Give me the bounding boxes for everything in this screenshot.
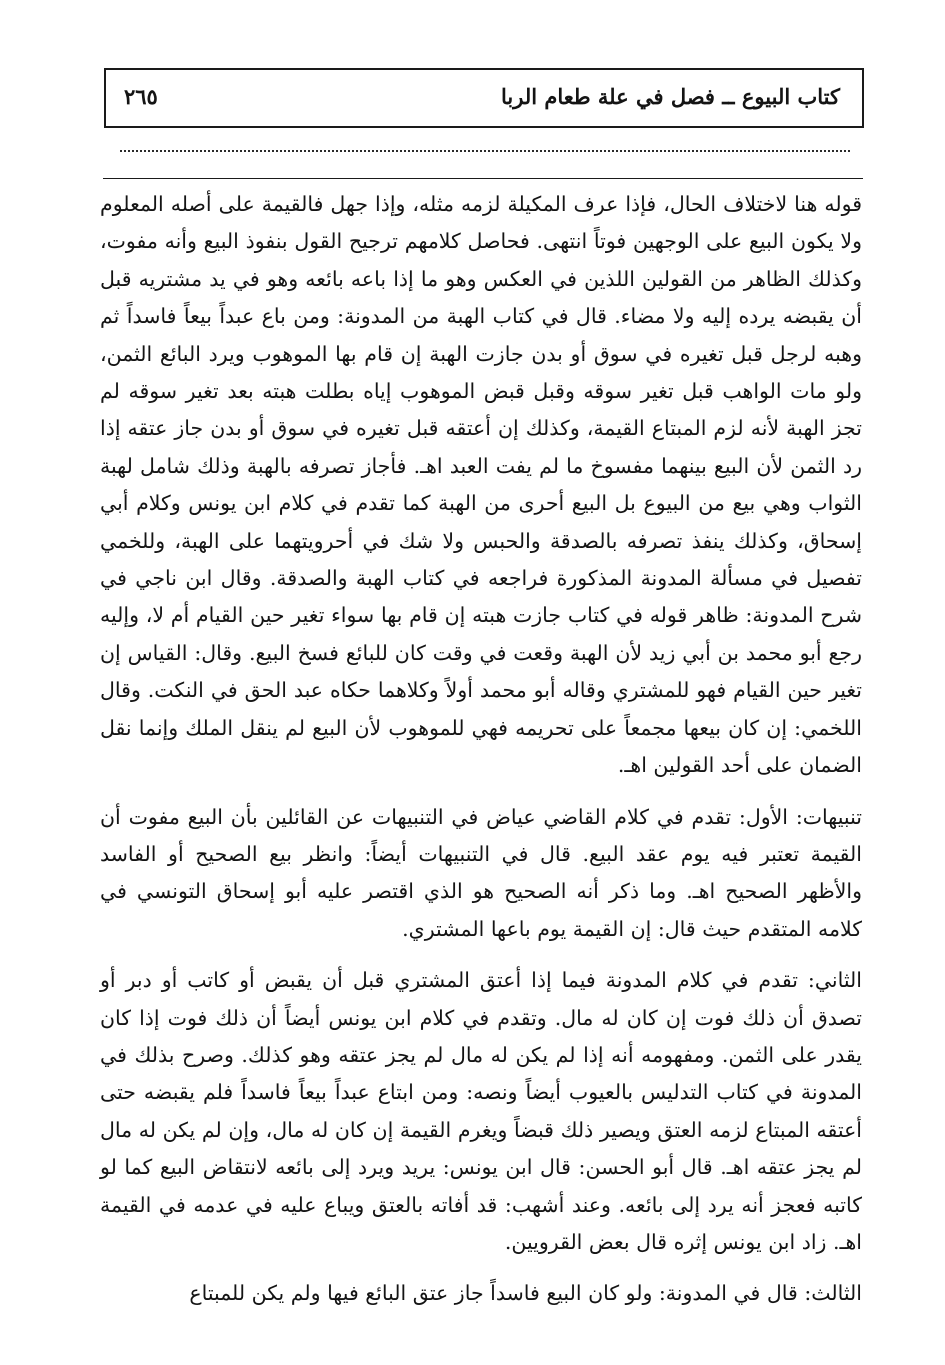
body-text	[100, 186, 862, 1313]
paragraph-main: قوله هنا لاختلاف الحال، فإذا عرف المكيلة لزمه مثله، وإذا جهل فالقيمة على أصله المعلوم ولا يكون البيع على الوجهين فوتاً انتهى. فحاصل كلامهم ترجيح القول بنفوذ البيع وأنه مفوت، وكذلك الظاهر من القولين اللذين في العكس وهو ما إذا باعه بائعه وهو في يد مشتريه قبل أن يقبضه يرده إليه ولا مضاء. قال في كتاب الهبة من المدونة: ومن باع عبداً بيعاً فاسداً ثم وهبه لرجل قبل تغيره في سوق أو بدن جازت الهبة إن قام بها الموهوب ويرد البائع الثمن، ولو مات الواهب قبل تغير سوقه وقبل قبض الموهوب إياه بطلت هبته بعد تغير سوقه لم تجز الهبة لأنه لزم المبتاع القيمة، وكذلك إن أعتقه قبل تغيره في سوق أو بدن جاز عتقه إذا رد الثمن لأن البيع بينهما مفسوخ ما لم يفت العبد اهـ. فأجاز تصرفه بالهبة وذلك شامل لهبة الثواب وهي بيع من البيوع بل البيع أحرى من الهبة كما تقدم في كلام ابن يونس وكلام أبي إسحاق، وكذلك ينفذ تصرفه بالصدقة والحبس ولا شك في أحرويتهما على الهبة، وللخمي تفصيل في مسألة المدونة المذكورة فراجعه في كتاب الهبة والصدقة. وقال ابن ناجي في شرح المدونة: ظاهر قوله في كتاب جازت هبته إن قام بها سواء تغير حين القيام أم لا، وإليه رجع أبو محمد بن أبي زيد لأن الهبة وقعت في وقت كان للبائع فسخ البيع. وقال: القياس إن تغير حين القيام فهو للمشتري وقاله أبو محمد أولاً وكلاهما حكاه عبد الحق في النكت. وقال اللخمي: إن كان بيعها مجمعاً على تحريمه فهي للموهوب لأن البيع لم ينقل الملك وإنما نقل الضمان على أحد القولين اهـ.	[100, 192, 862, 778]
header-divider	[103, 178, 863, 179]
paragraph-second: الثاني: تقدم في كلام المدونة فيما إذا أعتق المشتري قبل أن يقبض أو كاتب أو دبر أو تصدق أن ذلك فوت إن كان له مال. وتقدم في كلام ابن يونس أيضاً أن ذلك فوت إذا كان يقدر على الثمن. ومفهومه أنه إذا لم يكن له مال لم يجز عتقه وهو كذلك. وصرح بذلك في المدونة في كتاب التدليس بالعيوب أيضاً ونصه: ومن ابتاع عبداً بيعاً فاسداً فلم يقبضه حتى أعتقه المبتاع لزمه العتق ويصير ذلك قبضاً ويغرم القيمة إن كان له مال، وإن لم يكن له مال لم يجز عتقه اهـ. قال أبو الحسن: قال ابن يونس: يريد ويرد إلى بائعه لانتقاض البيع كما لو كاتبه فعجز أنه يرد إلى بائعه. وعند أشهب: قد أفاته بالعتق ويباع عليه في عدمه في القيمة اهـ. زاد ابن يونس إثره قال بعض القرويين.	[100, 968, 862, 1254]
paragraph-third: الثالث: قال في المدونة: ولو كان البيع فاسداً جاز عتق البائع فيها ولم يكن للمبتاع	[189, 1281, 862, 1306]
running-header	[104, 68, 864, 128]
running-title: كتاب البيوع ــ فصل في علة طعام الربا	[500, 84, 840, 109]
page-number: ٢٦٥	[124, 84, 158, 109]
paragraph-tanbihat-first: تنبيهات: الأول: تقدم في كلام القاضي عياض في التنبيهات عن القائلين بأن البيع مفوت أن القيمة تعتبر فيه يوم عقد البيع. قال في التنبيهات أيضاً: وانظر بيع الصحيح أو الفاسد والأظهر الصحيح اهـ. وما ذكر أنه الصحيح هو الذي اقتصر عليه أبو إسحاق التونسي في كلامه المتقدم حيث قال: إن القيمة يوم باعها المشتري.	[100, 804, 862, 941]
dotted-divider	[120, 150, 850, 152]
